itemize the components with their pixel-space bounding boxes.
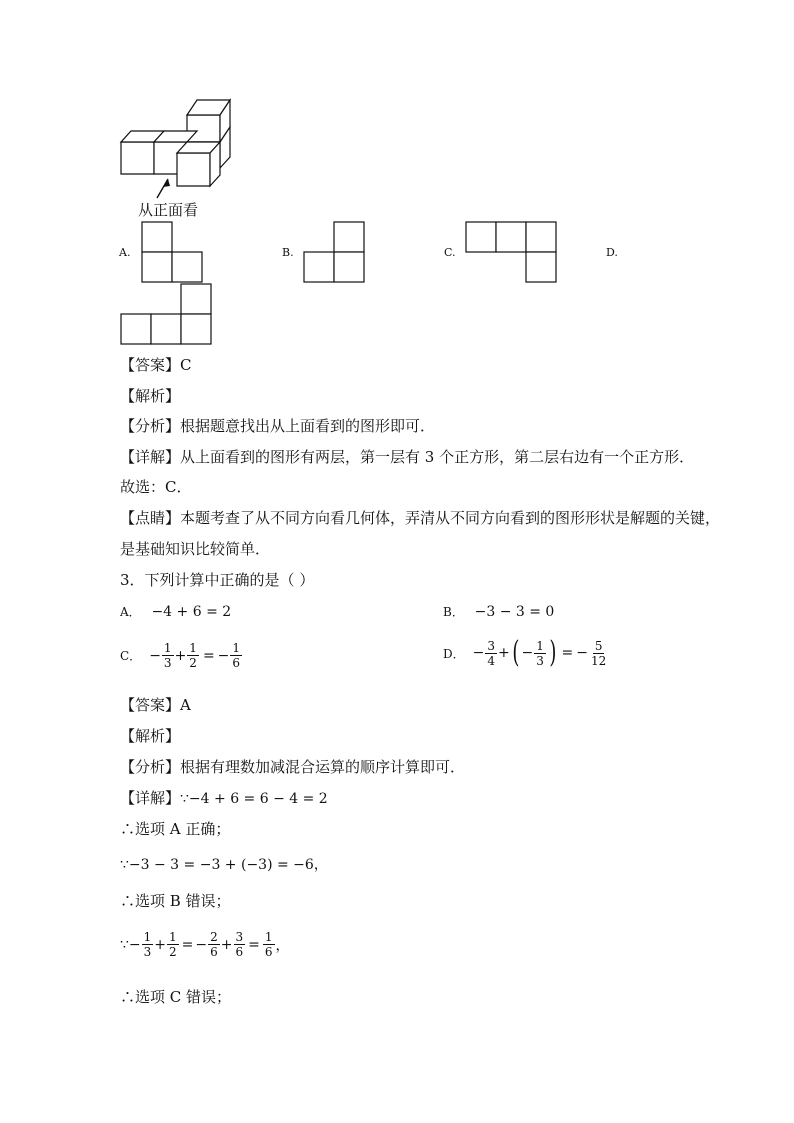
- option-c-label: C.: [444, 246, 456, 259]
- q3-analysis: 【分析】根据有理数加减混合运算的顺序计算即可．: [120, 758, 466, 776]
- q3-conclusion-b: ∴选项 B 错误；: [120, 892, 231, 910]
- q3-detail-expr: ∵−4 + 6 = 6 − 4 = 2: [180, 791, 328, 807]
- q2-detail: 【详解】从上面看到的图形有两层，第一层有 3 个正方形，第二层右边有一个正方形．: [120, 448, 695, 466]
- frac-1-2: $\frac{1}{2}$: [189, 641, 197, 670]
- q3-conclusion-c: ∴选项 C 错误；: [120, 988, 232, 1006]
- q3-option-d: D． − $\frac{3}{4}$ + ( − $\frac{1}{3}$ ) = − $\frac{5}{12}$: [443, 635, 607, 670]
- q3-option-b-label: B．: [443, 605, 464, 619]
- q3-stem: 3．下列计算中正确的是（ ）: [120, 571, 315, 589]
- q3-detail: [120, 788, 328, 809]
- q3-option-a: [120, 601, 231, 622]
- frac-c-1-6: $\frac{1}{6}$: [264, 930, 273, 959]
- q3-answer: 【答案】A: [120, 696, 191, 714]
- q2-comment-1: 【点睛】本题考查了从不同方向看几何体，弄清从不同方向看到的图形形状是解题的关键，: [120, 509, 721, 527]
- q3-option-d-label: D．: [443, 646, 465, 661]
- frac-c-2-6: $\frac{2}{6}$: [210, 930, 218, 959]
- q3-expr-c: ∵− $\frac{1}{3}$ + $\frac{1}{2}$ = − $\frac{2}{6}$ + $\frac{3}{6}$ = $\frac{1}{6}$ ，: [120, 930, 290, 959]
- frac-c-3-6: $\frac{3}{6}$: [235, 930, 244, 959]
- q3-detail-prefix: 【详解】: [120, 789, 181, 807]
- option-a-label: A.: [119, 246, 131, 259]
- frac-c-1-3: $\frac{1}{3}$: [143, 930, 152, 959]
- option-d-label: D.: [606, 246, 618, 259]
- q3-option-b: [443, 601, 554, 622]
- q3-conclusion-a: ∴选项 A 正确；: [120, 820, 231, 838]
- figure-caption: 从正面看: [138, 201, 199, 219]
- frac-1-6: $\frac{1}{6}$: [232, 641, 241, 670]
- q3-analysis-title: 【解析】: [120, 727, 181, 745]
- frac-neg-1-3: $\frac{1}{3}$: [536, 638, 544, 668]
- frac-3-4: $\frac{3}{4}$: [487, 638, 495, 668]
- q3-option-a-label: A．: [120, 605, 141, 619]
- frac-5-12: $\frac{5}{12}$: [591, 638, 607, 668]
- q2-comment-2: 是基础知识比较简单．: [120, 540, 271, 558]
- option-b-label: B.: [282, 246, 294, 259]
- frac-1-3: $\frac{1}{3}$: [163, 641, 172, 670]
- q2-answer: 【答案】C: [120, 356, 192, 374]
- q2-analysis-title: 【解析】: [120, 387, 181, 405]
- frac-c-1-2: $\frac{1}{2}$: [169, 930, 177, 959]
- q2-choice: 故选：C．: [120, 478, 192, 496]
- q3-expr-b: ∵−3 − 3 = −3 + (−3) = −6，: [120, 857, 328, 873]
- q3-option-b-expr: −3 − 3 = 0: [474, 604, 555, 620]
- q3-option-a-expr: −4 + 6 = 2: [151, 604, 232, 620]
- q2-analysis: 【分析】根据题意找出从上面看到的图形即可．: [120, 417, 436, 435]
- q3-option-c-label: C．: [120, 649, 142, 663]
- q3-option-c: C． − $\frac{1}{3}$ + $\frac{1}{2}$ = − $\frac{1}{6}$: [120, 641, 241, 670]
